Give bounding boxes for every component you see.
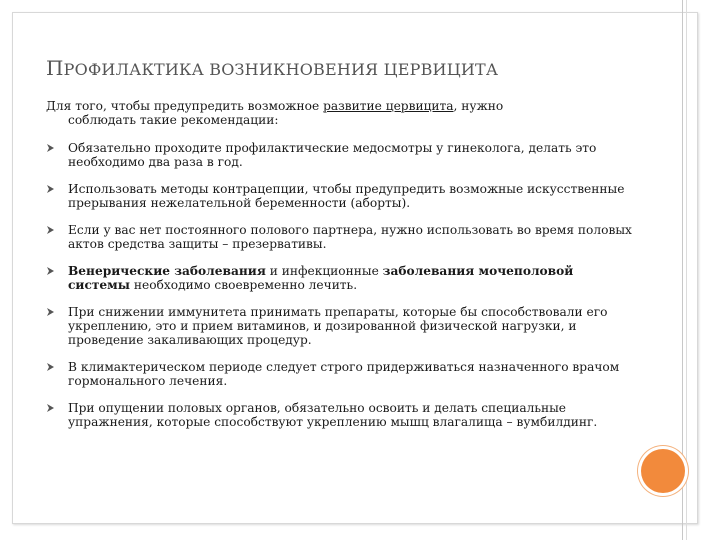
arrow-bullet-icon bbox=[46, 182, 58, 196]
list-item-text: Использовать методы контрацепции, чтобы предупредить возможные искусственные прерывания нежелательной беременности (аборты). bbox=[68, 182, 625, 210]
list-item bbox=[46, 360, 636, 388]
slide-edge-line bbox=[682, 0, 683, 540]
list-item-text: Обязательно проходите профилактические медосмотры у гинеколога, делать это необходимо два раза в год. bbox=[68, 141, 597, 169]
list-item bbox=[46, 264, 636, 292]
list-item-text: и инфекционные bbox=[265, 264, 383, 278]
recommendation-list bbox=[46, 141, 636, 442]
list-item bbox=[46, 223, 636, 251]
slide-title bbox=[46, 56, 646, 80]
title-rest: РОФИЛАКТИКА ВОЗНИКНОВЕНИЯ ЦЕРВИЦИТА bbox=[63, 60, 499, 79]
list-item-text: При снижении иммунитета принимать препараты, которые бы способствовали его укреплению, это и прием витаминов, и дозированной физической нагрузки, и проведение закаливающих процедур. bbox=[68, 305, 608, 347]
intro-pre: Для того, чтобы предупредить возможное bbox=[46, 99, 324, 113]
arrow-bullet-icon bbox=[46, 401, 58, 415]
list-item bbox=[46, 182, 636, 210]
list-item-text: Если у вас нет постоянного полового партнера, нужно использовать во время половых актов средства защиты – презервативы. bbox=[68, 223, 632, 251]
list-item bbox=[46, 401, 636, 429]
list-item-bold: Венерические заболевания bbox=[68, 264, 266, 278]
list-item-text: При опущении половых органов, обязательно освоить и делать специальные упражнения, которые способствуют укреплению мышц влагалища – вумбилдинг. bbox=[68, 401, 598, 429]
arrow-bullet-icon bbox=[46, 360, 58, 374]
slide-edge-line-2 bbox=[686, 0, 687, 540]
intro-line2: соблюдать такие рекомендации: bbox=[68, 113, 279, 127]
orange-circle-decoration bbox=[641, 449, 685, 493]
arrow-bullet-icon bbox=[46, 305, 58, 319]
list-item bbox=[46, 305, 636, 347]
intro-post: , нужно bbox=[453, 99, 504, 113]
list-item-bold: заболевания мочеполовой системы bbox=[68, 264, 574, 292]
list-item-text: В климактерическом периоде следует строго придерживаться назначенного врачом гормонального лечения. bbox=[68, 360, 620, 388]
arrow-bullet-icon bbox=[46, 264, 58, 278]
list-item bbox=[46, 141, 636, 169]
arrow-bullet-icon bbox=[46, 141, 58, 155]
intro-text bbox=[46, 99, 606, 127]
intro-link[interactable]: развитие цервицита bbox=[323, 99, 454, 113]
arrow-bullet-icon bbox=[46, 223, 58, 237]
title-first-letter: П bbox=[46, 56, 64, 80]
list-item-text: необходимо своевременно лечить. bbox=[130, 278, 358, 292]
